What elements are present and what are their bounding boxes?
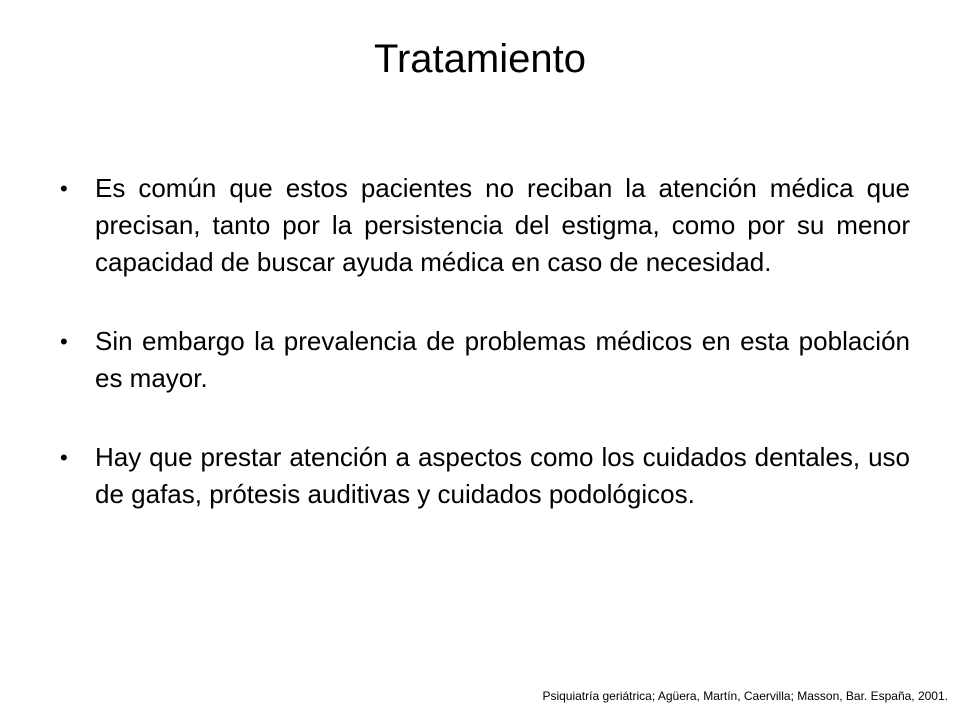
bullet-text: Sin embargo la prevalencia de problemas médicos en esta población es mayor. bbox=[95, 326, 910, 393]
slide-title: Tratamiento bbox=[374, 37, 586, 81]
bullet-item bbox=[60, 170, 910, 281]
bullet-item bbox=[60, 439, 910, 513]
bullet-item bbox=[60, 323, 910, 397]
bullet-icon: • bbox=[60, 445, 68, 470]
bullet-icon: • bbox=[60, 329, 68, 354]
bullet-icon: • bbox=[60, 176, 68, 201]
bullet-text: Es común que estos pacientes no reciban la atención médica que precisan, tanto por la persistencia del estigma, como por su menor capacidad de buscar ayuda médica en caso de necesidad. bbox=[95, 173, 910, 277]
bullet-list bbox=[60, 170, 910, 555]
citation-footnote: Psiquiatría geriátrica; Agüera, Martín, Caervilla; Masson, Bar. España, 2001. bbox=[542, 689, 948, 703]
bullet-text: Hay que prestar atención a aspectos como los cuidados dentales, uso de gafas, prótesis auditivas y cuidados podológicos. bbox=[95, 442, 910, 509]
